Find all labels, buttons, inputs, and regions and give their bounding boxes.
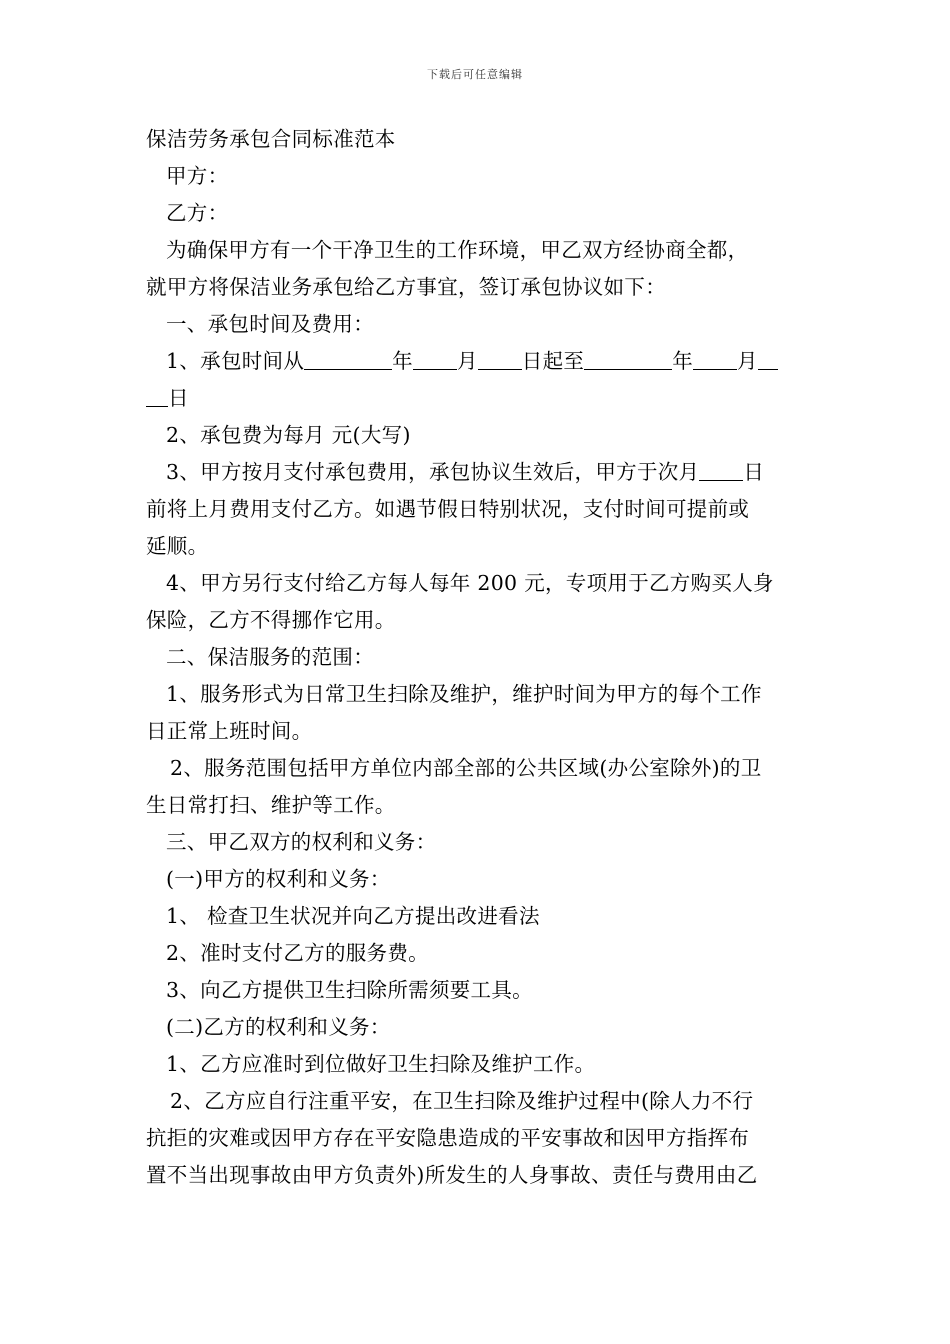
blank-end-day-part-2 xyxy=(146,384,168,407)
section-3-b-item-2-line-1: 2、乙方应自行注重平安，在卫生扫除及维护过程中(除人力不行 xyxy=(170,1089,754,1113)
section-2-item-2-line-2: 生日常打扫、维护等工作。 xyxy=(146,793,396,817)
section-2-item-2-line-1: 2、服务范围包括甲方单位内部全部的公共区域(办公室除外)的卫 xyxy=(170,756,762,780)
section-1-item-3-line-2: 前将上月费用支付乙方。如遇节假日特别状况，支付时间可提前或 xyxy=(146,497,750,521)
section-2-item-1-line-1: 1、服务形式为日常卫生扫除及维护，维护时间为甲方的每个工作 xyxy=(166,682,762,706)
section-1-item-3-line-1 xyxy=(146,454,808,491)
item-3-text-b: 日 xyxy=(743,460,765,484)
section-1-item-3-line-3: 延顺。 xyxy=(146,534,209,558)
section-1-item-4-line-1: 4、甲方另行支付给乙方每人每年 200 元，专项用于乙方购买人身 xyxy=(166,571,774,595)
document-title: 保洁劳务承包合同标准范本 xyxy=(146,127,396,151)
party-b-line: 乙方： xyxy=(166,201,229,225)
section-3-a-item-3: 3、向乙方提供卫生扫除所需须要工具。 xyxy=(166,978,533,1002)
blank-start-day xyxy=(478,347,522,370)
section-1-item-1-line-1 xyxy=(146,343,808,380)
section-1-heading: 一、承包时间及费用： xyxy=(166,312,374,336)
section-2-item-1-line-2: 日正常上班时间。 xyxy=(146,719,313,743)
section-3-b-item-2-line-2: 抗拒的灾难或因甲方存在平安隐患造成的平安事故和因甲方指挥布 xyxy=(146,1126,750,1150)
section-1-item-4-line-2: 保险，乙方不得挪作它用。 xyxy=(146,608,396,632)
section-2-heading: 二、保洁服务的范围： xyxy=(166,645,374,669)
section-3-b-heading: (二)乙方的权利和义务： xyxy=(166,1015,391,1039)
item-1-text-year-2: 年 xyxy=(672,349,693,373)
section-3-b-item-1: 1、乙方应准时到位做好卫生扫除及维护工作。 xyxy=(166,1052,596,1076)
blank-start-month xyxy=(413,347,457,370)
document-body xyxy=(146,121,808,1194)
item-3-text-a: 3、甲方按月支付承包费用，承包协议生效后，甲方于次月 xyxy=(166,460,700,484)
section-3-a-item-1: 1、 检查卫生状况并向乙方提出改进看法 xyxy=(166,904,540,928)
item-1-text-year: 年 xyxy=(392,349,413,373)
item-1-text-from: 1、承包时间从 xyxy=(166,349,305,373)
section-3-heading: 三、甲乙双方的权利和义务： xyxy=(166,830,437,854)
blank-end-day-part-1 xyxy=(758,347,778,370)
page-header-note: 下载后可任意编辑 xyxy=(427,68,523,81)
blank-start-year xyxy=(304,347,392,370)
blank-payment-day xyxy=(699,458,743,481)
item-1-text-day: 日 xyxy=(168,386,189,410)
blank-end-month xyxy=(693,347,737,370)
section-3-a-item-2: 2、准时支付乙方的服务费。 xyxy=(166,941,429,965)
item-1-text-month: 月 xyxy=(456,349,478,373)
intro-line-1: 为确保甲方有一个干净卫生的工作环境，甲乙双方经协商全都， xyxy=(166,238,749,262)
section-1-item-1-line-2 xyxy=(146,380,808,417)
item-1-text-month-2: 月 xyxy=(737,349,758,373)
item-1-text-until: 日起至 xyxy=(521,349,585,373)
intro-line-2: 就甲方将保洁业务承包给乙方事宜，签订承包协议如下： xyxy=(146,275,666,299)
blank-end-year xyxy=(584,347,672,370)
section-1-item-2: 2、承包费为每月 元(大写) xyxy=(166,423,411,447)
section-3-a-heading: (一)甲方的权利和义务： xyxy=(166,867,391,891)
party-a-line: 甲方： xyxy=(166,164,229,188)
section-3-b-item-2-line-3: 置不当出现事故由甲方负责外)所发生的人身事故、责任与费用由乙 xyxy=(146,1163,758,1187)
